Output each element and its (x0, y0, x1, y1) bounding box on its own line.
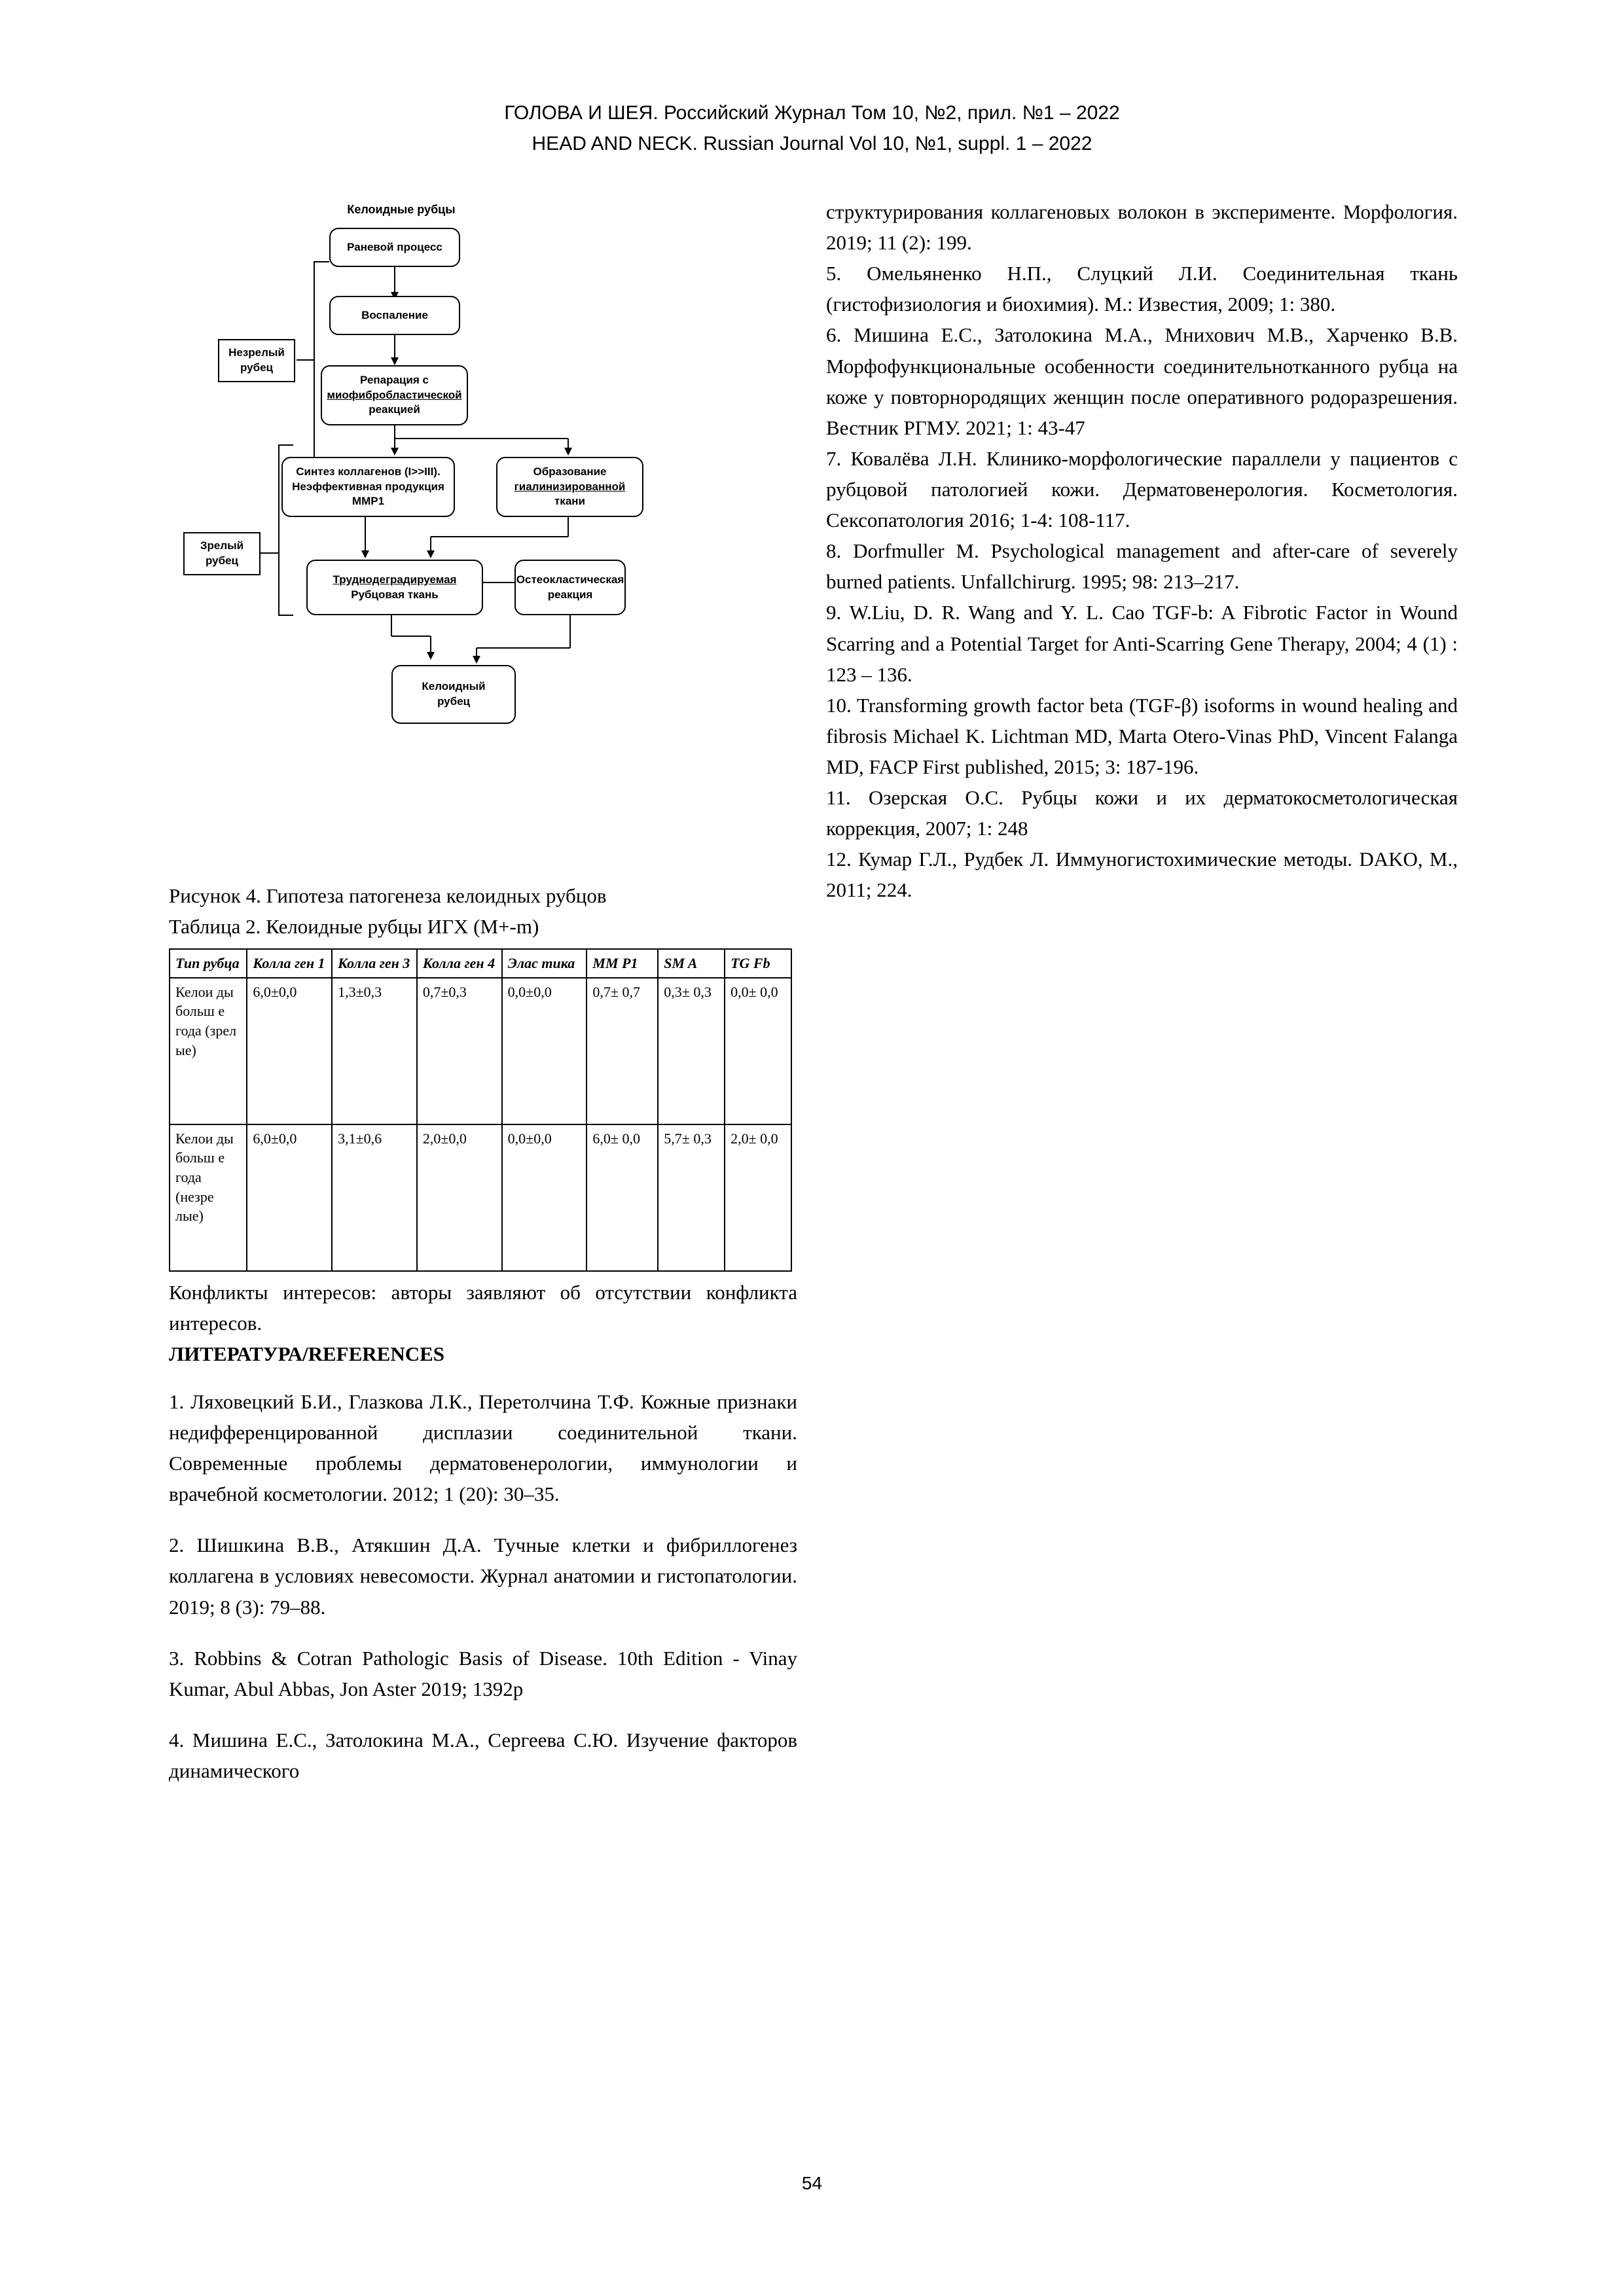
node-osteoclastic-reaction (514, 560, 626, 615)
node-reparation-line1: Репарация с (360, 373, 429, 386)
table-cell-collagen4: 0,7±0,3 (417, 978, 502, 1124)
table-header-row (170, 949, 791, 978)
reference-item: 6. Мишина Е.С., Затолокина М.А., Мнихович М.В., Харченко В.В. Морфофункциональные особенности соединительнотканного рубца на коже у повторнородящих женщин после оперативного родоразрешения. Вестник РГМУ. 2021; 1: 43-47 (826, 323, 1458, 439)
node-osteoclastic-line2: реакция (547, 588, 593, 601)
table-cell-mmp1: 0,7± 0,7 (586, 978, 658, 1124)
table-row (170, 1124, 791, 1271)
page-number: 54 (801, 2173, 823, 2193)
node-scar-tissue (306, 560, 483, 615)
references-heading: ЛИТЕРАТУРА/REFERENCES (169, 1342, 445, 1365)
table-cell-collagen1: 6,0±0,0 (247, 978, 332, 1124)
figure-title: Келоидные рубцы (347, 203, 456, 216)
node-hyaline-line2: гиалинизированной (514, 480, 626, 493)
table-cell-collagen3: 3,1±0,6 (332, 1124, 417, 1271)
reference-item: 1. Ляховецкий Б.И., Глазкова Л.К., Перетолчина Т.Ф. Кожные признаки недифференцированной дисплазии соединительной ткани. Современные проблемы дерматовенерологии, иммунологии и врачебной косметологии. 2012; 1 (20): 30–35. (169, 1390, 797, 1506)
node-keloid-scar (391, 665, 516, 724)
node-inflammation: Воспаление (329, 296, 460, 335)
reference-item: 12. Кумар Г.Л., Рудбек Л. Иммуногистохимические методы. DAKO, М., 2011; 224. (826, 848, 1458, 902)
reference-item: 9. W.Liu, D. R. Wang and Y. L. Cao TGF-b: A Fibrotic Factor in Wound Scarring and a Potential Target for Anti-Scarring Gene Therapy, 2004; 4 (1) : 123 – 136. (826, 601, 1458, 686)
table-header-cell-5: ММ Р1 (586, 949, 658, 978)
node-osteoclastic-line1: Остеокластическая (516, 573, 624, 586)
reference-item: 7. Ковалёва Л.Н. Клинико-морфологические параллели у пациентов с рубцовой патологией кожи. Дерматовенерология. Косметология. Сексопатология 2016; 1-4: 108-117. (826, 446, 1458, 532)
table-header-cell-4: Элас тика (502, 949, 587, 978)
reference-item: 11. Озерская О.С. Рубцы кожи и их дерматокосметологическая коррекция, 2007; 1: 248 (826, 786, 1458, 840)
label-immature-scar (218, 339, 295, 382)
references-list-left (169, 1386, 797, 1786)
reference-item: 3. Robbins & Cotran Pathologic Basis of Disease. 10th Edition - Vinay Kumar, Abul Abbas, Jon Aster 2019; 1392p (169, 1646, 797, 1700)
table-header-cell-7: TG Fb (725, 949, 791, 978)
table-cell-elastic: 0,0±0,0 (502, 978, 587, 1124)
node-wound-process: Раневой процесс (329, 228, 460, 267)
node-reparation (321, 365, 468, 425)
node-reparation-line3: реакцией (369, 403, 420, 416)
table-cell-type: Келои ды больш е года (зрел ые) (170, 978, 247, 1124)
label-immature-line2: рубец (240, 361, 273, 374)
node-keloid-line2: рубец (437, 695, 471, 708)
header-line-en: HEAD AND NECK. Russian Journal Vol 10, №1, suppl. 1 – 2022 (532, 132, 1092, 154)
table-row (170, 978, 791, 1124)
table-cell-collagen1: 6,0±0,0 (247, 1124, 332, 1271)
table-cell-type: Келои ды больш е года (незре лые) (170, 1124, 247, 1271)
node-hyaline-line1: Образование (533, 465, 607, 478)
node-collagen-line3: ММР1 (352, 495, 385, 508)
label-immature-line1: Незрелый (228, 346, 285, 359)
table-cell-collagen3: 1,3±0,3 (332, 978, 417, 1124)
table-header-cell-3: Колла ген 4 (417, 949, 502, 978)
ihc-table (169, 948, 792, 1272)
figure-connectors (169, 196, 797, 870)
reference-item: 10. Transforming growth factor beta (TGF-β) isoforms in wound healing and fibrosis Michael K. Lichtman MD, Marta Otero-Vinas PhD, Vincent Falanga MD, FACP First published, 2015; 3: 187-196. (826, 693, 1458, 778)
node-scar-line1: Труднодеградируемая (333, 573, 457, 586)
table-header-cell-0: Тип рубца (170, 949, 247, 978)
right-column (826, 196, 1458, 906)
conflicts-of-interest: Конфликты интересов: авторы заявляют об отсутствии конфликта интересов. (169, 1280, 797, 1335)
table-cell-elastic: 0,0±0,0 (502, 1124, 587, 1271)
left-column (169, 196, 797, 1806)
table-cell-sma: 0,3± 0,3 (658, 978, 725, 1124)
reference-item: 8. Dorfmuller M. Psychological management and after-care of severely burned patients. Unfallchirurg. 1995; 98: 213–217. (826, 539, 1458, 594)
table-cell-sma: 5,7± 0,3 (658, 1124, 725, 1271)
node-hyalinized-tissue (496, 457, 643, 517)
table-header-cell-1: Колла ген 1 (247, 949, 332, 978)
figure-caption-text: Рисунок 4. Гипотеза патогенеза келоидных рубцов (169, 884, 607, 907)
reference-item: 4. Мишина Е.С., Затолокина М.А., Сергеева С.Ю. Изучение факторов динамического (169, 1728, 797, 1782)
node-scar-line2: Рубцовая ткань (351, 588, 439, 601)
header-line-ru: ГОЛОВА И ШЕЯ. Российский Журнал Том 10, №2, прил. №1 – 2022 (504, 102, 1120, 124)
table-header-cell-6: SM A (658, 949, 725, 978)
label-mature-scar (183, 532, 261, 575)
node-collagen-line2: Неэффективная продукция (292, 480, 444, 493)
label-mature-line1: Зрелый (200, 539, 244, 552)
figure-caption (169, 881, 797, 942)
table-cell-tgfb: 0,0± 0,0 (725, 978, 791, 1124)
table-cell-mmp1: 6,0± 0,0 (586, 1124, 658, 1271)
table-cell-tgfb: 2,0± 0,0 (725, 1124, 791, 1271)
figure-keloid-pathogenesis (169, 196, 797, 870)
node-collagen-synthesis (281, 457, 455, 517)
reference-item: 5. Омельяненко Н.П., Слуцкий Л.И. Соединительная ткань (гистофизиология и биохимия). М.: Известия, 2009; 1: 380. (826, 262, 1458, 316)
reference-item: структурирования коллагеновых волокон в эксперименте. Морфология. 2019; 11 (2): 199. (826, 200, 1458, 255)
node-collagen-line1: Синтез коллагенов (I>>III). (296, 465, 441, 478)
table-header-cell-2: Колла ген 3 (332, 949, 417, 978)
table-cell-collagen4: 2,0±0,0 (417, 1124, 502, 1271)
node-hyaline-line3: ткани (554, 495, 585, 508)
reference-item: 2. Шишкина В.В., Атякшин Д.А. Тучные клетки и фибриллогенез коллагена в условиях невесомости. Журнал анатомии и гистопатологии. 2019; 8 (3): 79–88. (169, 1534, 797, 1619)
table-caption-text: Таблица 2. Келоидные рубцы ИГХ (М+-m) (169, 914, 539, 938)
label-mature-line2: рубец (205, 554, 238, 567)
page-header (0, 98, 1624, 159)
node-reparation-line2: миофибробластической (327, 388, 462, 401)
node-keloid-line1: Келоидный (422, 680, 486, 693)
